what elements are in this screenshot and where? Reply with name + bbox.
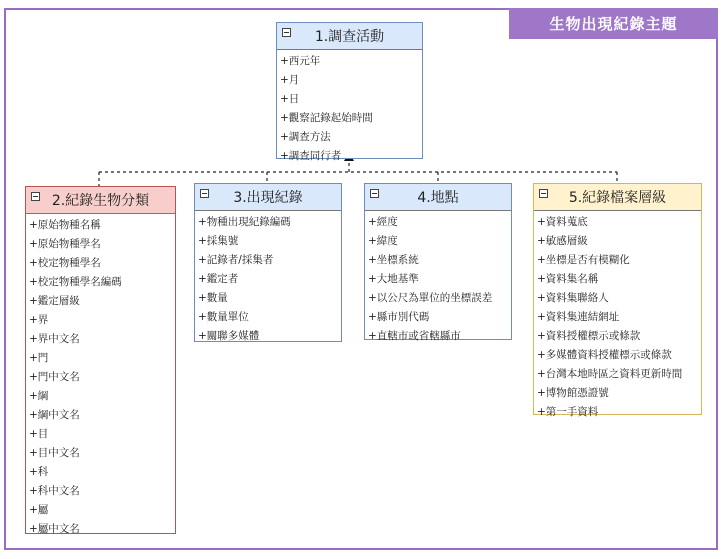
field-item: +數量: [198, 292, 228, 304]
field-item: +大地基準: [368, 273, 419, 285]
entity-header-occurrence[interactable]: [195, 184, 341, 211]
entity-box-dataset[interactable]: [533, 183, 702, 418]
entity-box-survey-event[interactable]: [276, 22, 423, 162]
field-list-occurrence: [195, 211, 341, 346]
field-item: +屬中文名: [29, 523, 80, 535]
field-item: +記錄者/採集者: [198, 254, 274, 266]
field-list-dataset: [534, 211, 701, 422]
entity-box-location[interactable]: [364, 183, 512, 340]
field-item: +坐標系統: [368, 254, 419, 266]
field-item: +日: [280, 93, 300, 105]
field-item: +縣市別代碼: [368, 311, 430, 323]
field-item: +門中文名: [29, 371, 80, 383]
field-item: +原始物種名稱: [29, 219, 101, 231]
field-item: +博物館憑證號: [537, 387, 609, 399]
collapse-toggle-icon[interactable]: [539, 189, 548, 198]
field-list-location: [365, 211, 511, 346]
entity-header-survey-event[interactable]: [277, 23, 422, 50]
field-item: +目: [29, 428, 49, 440]
diagram-title-banner: 生物出現紀錄主題: [509, 8, 718, 39]
field-item: +鑑定者: [198, 273, 239, 285]
entity-header-taxon[interactable]: [26, 187, 175, 214]
field-item: +以公尺為單位的坐標誤差: [368, 292, 493, 304]
field-item: +經度: [368, 216, 398, 228]
field-item: +資料集名稱: [537, 273, 599, 285]
entity-title-taxon: 2.紀錄生物分類: [51, 193, 150, 209]
field-item: +調查方法: [280, 131, 331, 143]
field-item: +直轄市或省轄縣市: [368, 330, 461, 342]
entity-box-occurrence[interactable]: [194, 183, 342, 342]
field-item: +坐標是否有模糊化: [537, 254, 630, 266]
entity-box-taxon[interactable]: [25, 186, 176, 534]
field-item: +界中文名: [29, 333, 80, 345]
collapse-toggle-icon[interactable]: [31, 192, 40, 201]
field-list-taxon: [26, 214, 175, 539]
field-item: +校定物種學名: [29, 257, 101, 269]
field-item: +校定物種學名編碼: [29, 276, 122, 288]
collapse-toggle-icon[interactable]: [282, 28, 291, 37]
field-item: +資料授權標示或條款: [537, 330, 641, 342]
field-item: +界: [29, 314, 49, 326]
field-item: +綱中文名: [29, 409, 80, 421]
collapse-toggle-icon[interactable]: [200, 189, 209, 198]
field-item: +觀察記錄起始時間: [280, 112, 373, 124]
field-item: +採集號: [198, 235, 239, 247]
field-item: +月: [280, 74, 300, 86]
entity-title-dataset: 5.紀錄檔案層級: [568, 190, 667, 206]
field-item: +科: [29, 466, 49, 478]
field-item: +科中文名: [29, 485, 80, 497]
field-item: +調查同行者: [280, 150, 342, 162]
field-item: +緯度: [368, 235, 398, 247]
entity-header-dataset[interactable]: [534, 184, 701, 211]
field-item: +目中文名: [29, 447, 80, 459]
field-item: +關聯多媒體: [198, 330, 260, 342]
field-item: +數量單位: [198, 311, 249, 323]
field-item: +原始物種學名: [29, 238, 101, 250]
entity-header-location[interactable]: [365, 184, 511, 211]
entity-title-survey-event: 1.調查活動: [314, 29, 385, 45]
collapse-toggle-icon[interactable]: [370, 189, 379, 198]
field-item: +台灣本地時區之資料更新時間: [537, 368, 683, 380]
field-item: +鑑定層級: [29, 295, 80, 307]
field-item: +物種出現紀錄編碼: [198, 216, 291, 228]
field-item: +屬: [29, 504, 49, 516]
field-item: +多媒體資料授權標示或條款: [537, 349, 672, 361]
field-item: +敏感層級: [537, 235, 588, 247]
field-item: +資料集連結網址: [537, 311, 620, 323]
field-item: +西元年: [280, 55, 321, 67]
field-item: +資料蒐底: [537, 216, 588, 228]
field-item: +綱: [29, 390, 49, 402]
entity-title-location: 4.地點: [417, 190, 459, 206]
field-list-survey-event: [277, 50, 422, 166]
entity-title-occurrence: 3.出現紀錄: [233, 190, 303, 206]
field-item: +門: [29, 352, 49, 364]
field-item: +資料集聯絡人: [537, 292, 609, 304]
field-item: +第一手資料: [537, 406, 599, 418]
